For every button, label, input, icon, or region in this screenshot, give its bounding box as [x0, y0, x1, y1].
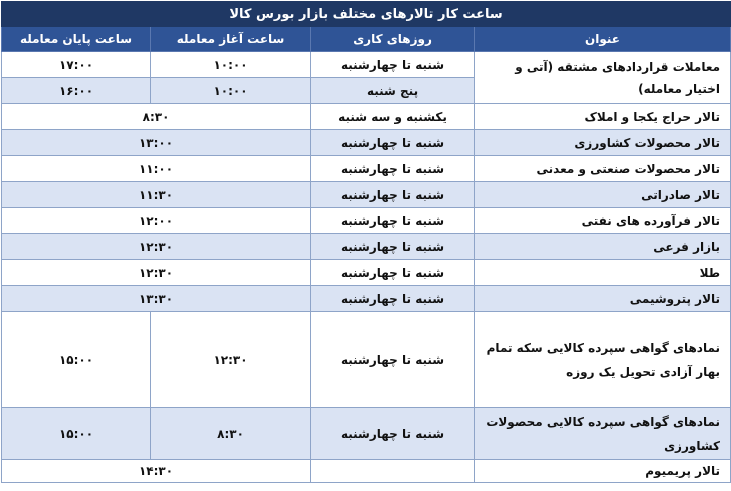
- table-row: [2, 312, 731, 408]
- table-row: [2, 460, 731, 483]
- row-title: تالار پتروشیمی: [475, 286, 731, 312]
- header-days: روزهای کاری: [311, 27, 475, 52]
- row-title: تالار صادراتی: [475, 182, 731, 208]
- table-title: ساعت کار تالارهای مختلف بازار بورس کالا: [2, 2, 731, 27]
- row-days-empty: [311, 460, 475, 483]
- row-start-time: ۸:۳۰: [151, 408, 311, 460]
- row-time: ۱۲:۰۰: [2, 208, 311, 234]
- row-days: شنبه تا چهارشنبه: [311, 182, 475, 208]
- row-time: ۱۴:۳۰: [2, 460, 311, 483]
- table-row: [2, 408, 731, 460]
- row-title: تالار حراج یکجا و املاک: [475, 104, 731, 130]
- table-row: [2, 260, 731, 286]
- row-days: یکشنبه و سه شنبه: [311, 104, 475, 130]
- table-row: [2, 104, 731, 130]
- row-days: شنبه تا چهارشنبه: [311, 130, 475, 156]
- row-end-time: ۱۵:۰۰: [2, 312, 151, 408]
- row-days: شنبه تا چهارشنبه: [311, 312, 475, 408]
- row-days: شنبه تا چهارشنبه: [311, 156, 475, 182]
- row-end-time: ۱۵:۰۰: [2, 408, 151, 460]
- row-title: تالار پریمیوم: [475, 460, 731, 483]
- header-title: عنوان: [475, 27, 731, 52]
- table-row: [2, 286, 731, 312]
- table-row: [2, 52, 731, 78]
- row-start-time: ۱۰:۰۰: [151, 78, 311, 104]
- row-title: معاملات قراردادهای مشتقه (آتی و اختیار معامله): [475, 52, 731, 104]
- row-days: شنبه تا چهارشنبه: [311, 208, 475, 234]
- row-start-time: ۱۰:۰۰: [151, 52, 311, 78]
- row-end-time: ۱۶:۰۰: [2, 78, 151, 104]
- table-row: [2, 130, 731, 156]
- row-title: بازار فرعی: [475, 234, 731, 260]
- header-start: ساعت آغاز معامله: [151, 27, 311, 52]
- row-days: شنبه تا چهارشنبه: [311, 234, 475, 260]
- table-title-row: [2, 2, 731, 27]
- row-days: شنبه تا چهارشنبه: [311, 260, 475, 286]
- row-end-time: ۱۷:۰۰: [2, 52, 151, 78]
- row-time: ۱۱:۳۰: [2, 182, 311, 208]
- header-end: ساعت پایان معامله: [2, 27, 151, 52]
- row-time: ۱۲:۳۰: [2, 234, 311, 260]
- row-time: ۱۳:۳۰: [2, 286, 311, 312]
- row-days: شنبه تا چهارشنبه: [311, 408, 475, 460]
- row-title: طلا: [475, 260, 731, 286]
- row-title: تالار محصولات صنعتی و معدنی: [475, 156, 731, 182]
- table-row: [2, 234, 731, 260]
- row-start-time: ۱۲:۳۰: [151, 312, 311, 408]
- table-row: [2, 208, 731, 234]
- table-row: [2, 156, 731, 182]
- row-days: شنبه تا چهارشنبه: [311, 286, 475, 312]
- row-time: ۱۱:۰۰: [2, 156, 311, 182]
- table-row: [2, 182, 731, 208]
- row-title: نمادهای گواهی سپرده کالایی سکه تمام بهار آزادی تحویل یک روزه: [475, 312, 731, 408]
- trading-hours-sheet: [1, 1, 730, 489]
- row-time: ۸:۳۰: [2, 104, 311, 130]
- row-days: شنبه تا چهارشنبه: [311, 52, 475, 78]
- row-time: ۱۳:۰۰: [2, 130, 311, 156]
- row-title: نمادهای گواهی سپرده کالایی محصولات کشاورزی: [475, 408, 731, 460]
- row-title: تالار فرآورده های نفتی: [475, 208, 731, 234]
- row-days: پنج شنبه: [311, 78, 475, 104]
- header-row: [2, 27, 731, 52]
- row-title: تالار محصولات کشاورزی: [475, 130, 731, 156]
- row-time: ۱۲:۳۰: [2, 260, 311, 286]
- trading-hours-table: [1, 1, 731, 483]
